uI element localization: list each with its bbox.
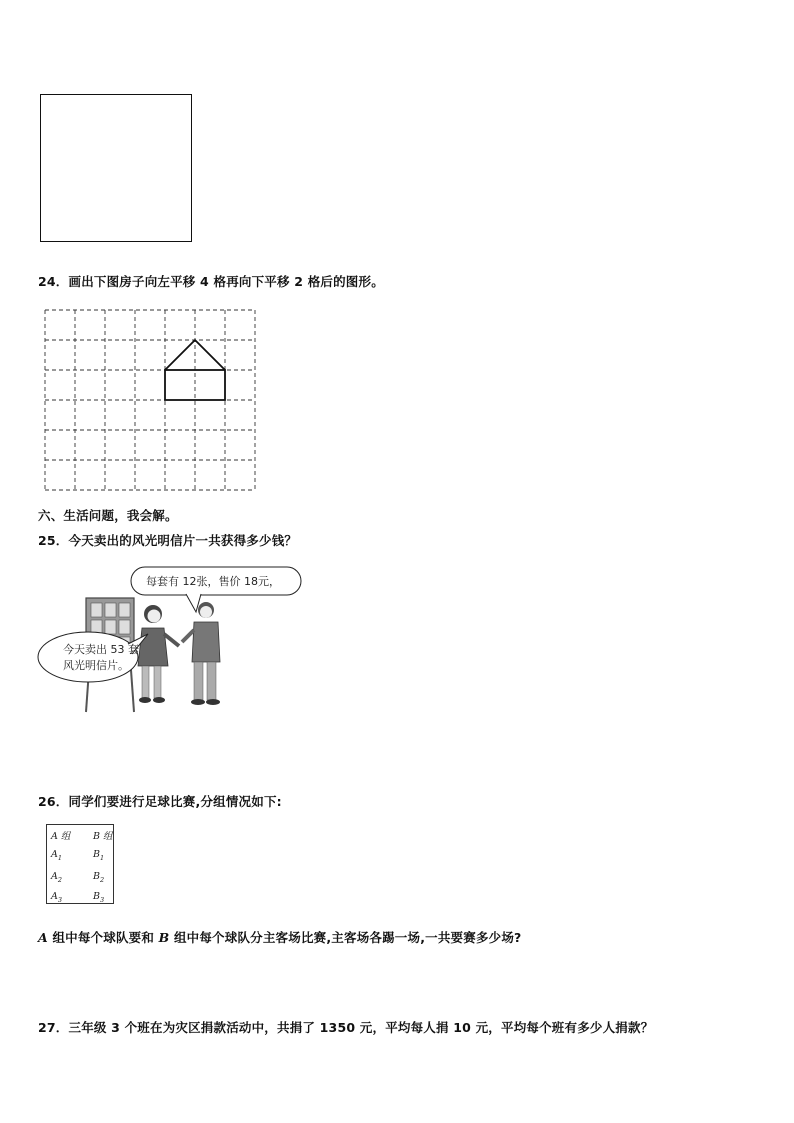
table-cell-a3: $A_3$ [51,891,63,904]
group-table [46,824,114,904]
bubble-left-line1: 今天卖出 53 套 [63,643,139,656]
speech-bubble-right [131,567,301,612]
table-cell-b2: $B_2$ [93,871,105,884]
girl-figure [138,605,179,703]
table-header-b: B 组 [93,831,113,842]
bubble-left-line2: 风光明信片。 [63,659,129,672]
question-24: 24．画出下图房子向左平移 4 格再向下平移 2 格后的图形。 [38,274,384,289]
table-cell-a2: $A_2$ [51,871,63,884]
table-cell-b1: $B_1$ [93,849,105,862]
table-cell-b3: $B_3$ [93,891,105,904]
question-27: 27．三年级 3 个班在为灾区捐款活动中，共捐了 1350 元，平均每人捐 10 元，平均每个班有多少人捐款？ [38,1020,654,1035]
postcard-illustration [36,562,306,717]
table-cell-a1: $A_1$ [51,849,63,862]
question-25: 25．今天卖出的风光明信片一共获得多少钱？ [38,533,298,548]
section-6-title: 六、生活问题，我会解。 [38,508,178,523]
grid-with-house [44,309,260,493]
boy-figure [182,602,220,705]
question-26: 26．同学们要进行足球比赛,分组情况如下: [38,794,282,809]
question-26-body: A 组中每个球队要和 B 组中每个球队分主客场比赛,主客场各踢一场,一共要赛多少场? [38,930,522,945]
drawing-square [40,94,192,242]
bubble-right-text: 每套有 12张，售价 18元， [146,575,280,588]
table-header-a: A 组 [51,831,71,842]
